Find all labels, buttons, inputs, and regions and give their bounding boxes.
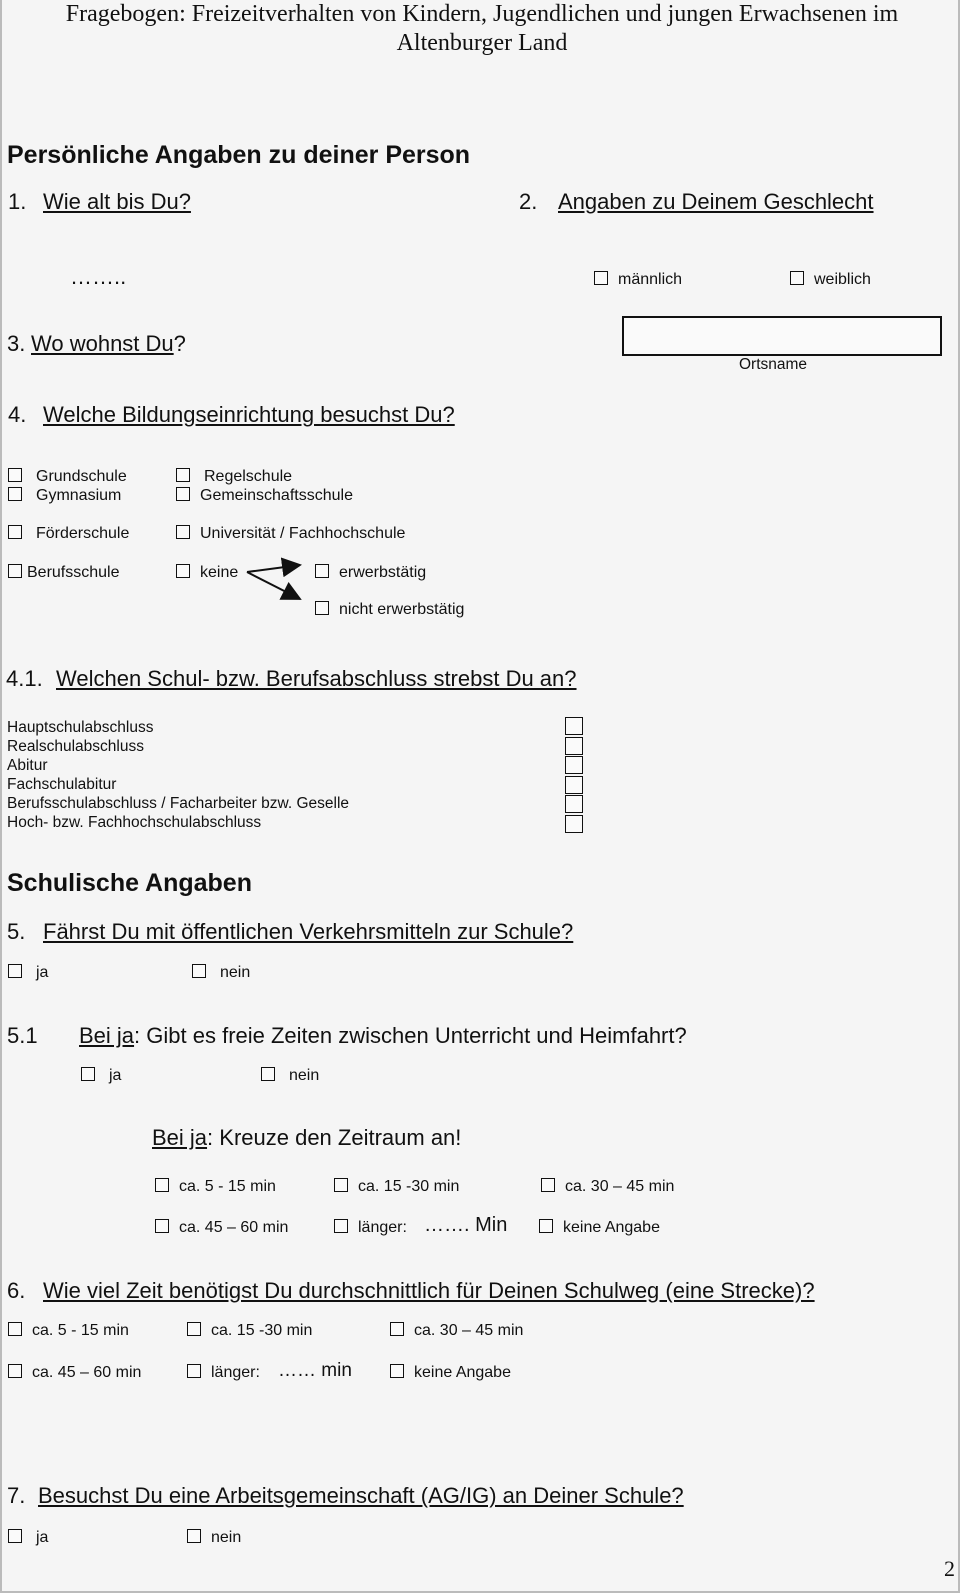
q7-option-nein[interactable]: nein [187, 1529, 241, 1547]
q3-question: Wo wohnst Du? [31, 331, 186, 356]
ortsname-label: Ortsname [739, 356, 808, 373]
checkbox[interactable] [315, 601, 329, 615]
checkbox[interactable] [8, 1322, 22, 1336]
option-regelschule[interactable]: Regelschule [176, 468, 292, 486]
checkbox[interactable] [539, 1219, 553, 1233]
q3-text: Wo wohnst Du [31, 331, 174, 356]
q51-subquestion: Bei ja: Kreuze den Zeitraum an! [152, 1125, 462, 1150]
checkbox[interactable] [334, 1178, 348, 1192]
document-title-line1: Fragebogen: Freizeitverhalten von Kindern, Jugendlichen und jungen Erwachsenen im [65, 1, 899, 27]
checkbox[interactable] [155, 1178, 169, 1192]
q6-time-45-60[interactable]: ca. 45 – 60 min [8, 1364, 141, 1382]
checkbox[interactable] [187, 1322, 201, 1336]
checkbox[interactable] [8, 1529, 22, 1543]
checkbox-hochschulabschluss[interactable] [565, 815, 583, 833]
q6-time-15-30[interactable]: ca. 15 -30 min [187, 1322, 312, 1340]
q51-time-45-60[interactable]: ca. 45 – 60 min [155, 1219, 288, 1237]
checkbox[interactable] [8, 487, 22, 501]
checkbox[interactable] [8, 564, 22, 578]
degree-berufsschulabschluss: Berufsschulabschluss / Facharbeiter bzw. Geselle [7, 795, 350, 812]
checkbox[interactable] [176, 525, 190, 539]
option-grundschule[interactable]: Grundschule [8, 468, 127, 486]
q51-longer-blank[interactable]: ……. Min [424, 1214, 508, 1236]
q7-text: Besuchst Du eine Arbeitsgemeinschaft (AG/IG) an Deiner Schule? [38, 1483, 684, 1508]
q4-number: 4. [8, 402, 27, 427]
q41-text: Welchen Schul- bzw. Berufsabschluss strebst Du an? [56, 666, 577, 691]
checkbox-realschule[interactable] [565, 737, 583, 755]
page-number: 2 [944, 1556, 955, 1581]
checkbox[interactable] [8, 468, 22, 482]
option-keine[interactable]: keine [176, 564, 238, 582]
checkbox[interactable] [155, 1219, 169, 1233]
q51-number: 5.1 [7, 1023, 38, 1048]
checkbox[interactable] [81, 1067, 95, 1081]
checkbox-berufsschulabschluss[interactable] [565, 795, 583, 813]
checkbox-abitur[interactable] [565, 756, 583, 774]
checkbox[interactable] [8, 525, 22, 539]
q7-number: 7. [7, 1483, 26, 1508]
checkbox[interactable] [176, 487, 190, 501]
q5-option-ja[interactable]: ja [8, 964, 48, 982]
option-universitaet[interactable]: Universität / Fachhochschule [176, 525, 405, 543]
checkbox[interactable] [8, 964, 22, 978]
section-title-school: Schulische Angaben [7, 869, 252, 897]
q6-number: 6. [7, 1278, 26, 1303]
checkbox[interactable] [541, 1178, 555, 1192]
q5-text: Fährst Du mit öffentlichen Verkehrsmitteln zur Schule? [43, 919, 574, 944]
checkbox[interactable] [187, 1364, 201, 1378]
q5-option-nein[interactable]: nein [192, 964, 250, 982]
option-berufsschule[interactable]: Berufsschule [8, 564, 120, 582]
option-gymnasium[interactable]: Gymnasium [8, 487, 121, 505]
q1-age-blank[interactable]: …….. [70, 264, 127, 289]
checkbox[interactable] [176, 564, 190, 578]
q51-time-15-30[interactable]: ca. 15 -30 min [334, 1178, 459, 1196]
q6-time-30-45[interactable]: ca. 30 – 45 min [390, 1322, 523, 1340]
checkbox[interactable] [192, 964, 206, 978]
ortsname-input[interactable] [622, 316, 942, 356]
q6-time-5-15[interactable]: ca. 5 - 15 min [8, 1322, 129, 1340]
checkbox[interactable] [187, 1529, 201, 1543]
q4-text: Welche Bildungseinrichtung besuchst Du? [43, 402, 455, 427]
checkbox-hauptschule[interactable] [565, 717, 583, 735]
option-weiblich[interactable]: weiblich [790, 271, 871, 289]
q1-text: Wie alt bis Du? [43, 189, 191, 214]
option-foerderschule[interactable]: Förderschule [8, 525, 129, 543]
degree-fachschulabitur: Fachschulabitur [7, 776, 117, 793]
q51-time-30-45[interactable]: ca. 30 – 45 min [541, 1178, 674, 1196]
degree-realschule: Realschulabschluss [7, 738, 144, 755]
degree-checkbox-column [565, 717, 584, 834]
branch-arrows-icon [242, 555, 310, 605]
checkbox[interactable] [261, 1067, 275, 1081]
checkbox[interactable] [8, 1364, 22, 1378]
degree-hochschulabschluss: Hoch- bzw. Fachhochschulabschluss [7, 814, 262, 831]
checkbox[interactable] [315, 564, 329, 578]
q51-option-nein[interactable]: nein [261, 1067, 319, 1085]
q51-time-5-15[interactable]: ca. 5 - 15 min [155, 1178, 276, 1196]
q6-longer-blank[interactable]: …… min [278, 1360, 352, 1381]
q51-question: Bei ja: Gibt es freie Zeiten zwischen Unterricht und Heimfahrt? [79, 1023, 687, 1048]
checkbox[interactable] [390, 1364, 404, 1378]
q51-time-laenger[interactable]: länger: [334, 1219, 407, 1237]
option-gemeinschaftsschule[interactable]: Gemeinschaftsschule [176, 487, 353, 505]
section-title-personal: Persönliche Angaben zu deiner Person [7, 141, 471, 169]
checkbox[interactable] [390, 1322, 404, 1336]
q51-time-keine-angabe[interactable]: keine Angabe [539, 1219, 660, 1237]
checkbox[interactable] [790, 271, 804, 285]
q1-number: 1. [8, 189, 27, 214]
checkbox[interactable] [334, 1219, 348, 1233]
q2-text: Angaben zu Deinem Geschlecht [558, 189, 874, 214]
q6-time-laenger[interactable]: länger: [187, 1364, 260, 1382]
q41-number: 4.1. [6, 666, 43, 691]
q3-number: 3. [7, 331, 26, 356]
degree-abitur: Abitur [7, 757, 48, 774]
option-nicht-erwerbstaetig[interactable]: nicht erwerbstätig [315, 601, 464, 619]
document-title-line2: Altenburger Land [396, 30, 568, 56]
q6-text: Wie viel Zeit benötigst Du durchschnittlich für Deinen Schulweg (eine Strecke)? [43, 1278, 815, 1303]
q7-option-ja[interactable]: ja [8, 1529, 48, 1547]
checkbox[interactable] [176, 468, 190, 482]
q51-option-ja[interactable]: ja [81, 1067, 121, 1085]
degree-hauptschule: Hauptschulabschluss [7, 719, 154, 736]
option-maennlich[interactable]: männlich [594, 271, 682, 289]
option-erwerbstaetig[interactable]: erwerbstätig [315, 564, 426, 582]
q5-number: 5. [7, 919, 26, 944]
q2-number: 2. [519, 189, 538, 214]
checkbox[interactable] [594, 271, 608, 285]
q6-time-keine-angabe[interactable]: keine Angabe [390, 1364, 511, 1382]
checkbox-fachschulabitur[interactable] [565, 776, 583, 794]
